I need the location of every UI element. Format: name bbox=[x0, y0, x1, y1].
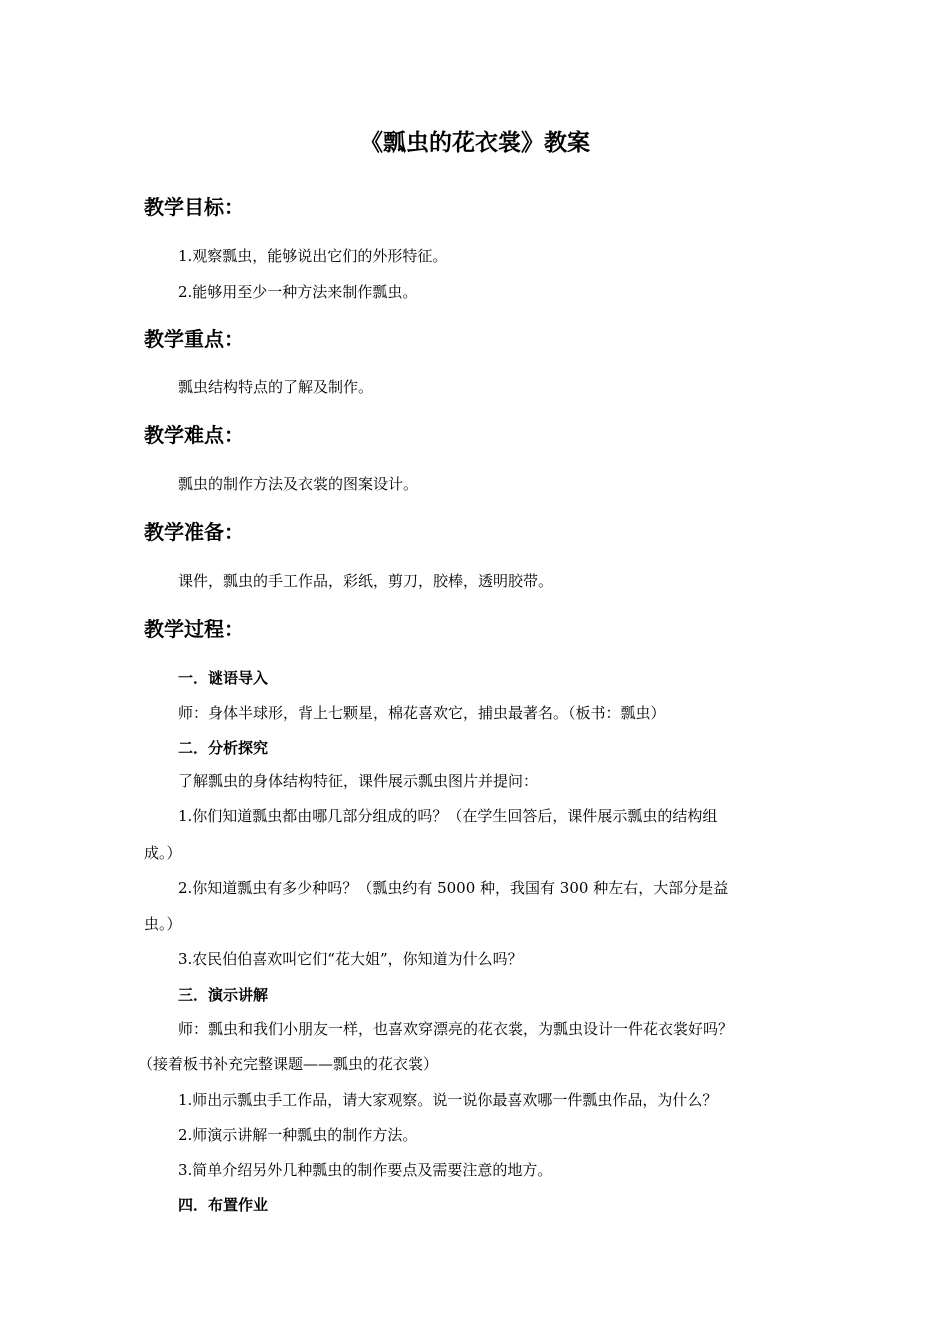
step2-intro: 了解瓢虫的身体结构特征，课件展示瓢虫图片并提问： bbox=[178, 772, 539, 790]
goal-item: 1.观察瓢虫，能够说出它们的外形特征。 bbox=[178, 247, 448, 265]
step2-question: 2.你知道瓢虫有多少种吗？（瓢虫约有 5000 种，我国有 300 种左右，大部分是益 bbox=[178, 879, 729, 897]
step-title: 三．演示讲解 bbox=[178, 986, 269, 1004]
step1-text: 师：身体半球形，背上七颗星，棉花喜欢它，捕虫最著名。（板书：瓢虫） bbox=[178, 704, 666, 722]
step3-text: 师：瓢虫和我们小朋友一样，也喜欢穿漂亮的花衣裳，为瓢虫设计一件花衣裳好吗？ bbox=[178, 1020, 734, 1038]
heading-preparation: 教学准备： bbox=[144, 520, 244, 544]
goal-item: 2.能够用至少一种方法来制作瓢虫。 bbox=[178, 283, 418, 301]
heading-key-points: 教学重点： bbox=[144, 327, 244, 351]
heading-goals: 教学目标： bbox=[144, 195, 244, 219]
step2-question-continued: 虫。） bbox=[144, 915, 182, 933]
difficulties-text: 瓢虫的制作方法及衣裳的图案设计。 bbox=[178, 475, 419, 493]
step3-item: 3.简单介绍另外几种瓢虫的制作要点及需要注意的地方。 bbox=[178, 1161, 553, 1179]
key-points-text: 瓢虫结构特点的了解及制作。 bbox=[178, 378, 374, 396]
step2-question-continued: 成。） bbox=[144, 844, 182, 862]
document-title: 《瓢虫的花衣裳》教案 bbox=[360, 130, 590, 156]
heading-difficulties: 教学难点： bbox=[144, 423, 244, 447]
step3-item: 2.师演示讲解一种瓢虫的制作方法。 bbox=[178, 1126, 418, 1144]
step-title: 二．分析探究 bbox=[178, 739, 269, 757]
step2-question: 3.农民伯伯喜欢叫它们“花大姐”，你知道为什么吗？ bbox=[178, 950, 523, 968]
step3-item: 1.师出示瓢虫手工作品，请大家观察。说一说你最喜欢哪一件瓢虫作品，为什么？ bbox=[178, 1091, 718, 1109]
step-title: 一．谜语导入 bbox=[178, 669, 269, 687]
step3-text-continued: （接着板书补充完整课题——瓢虫的花衣裳） bbox=[138, 1055, 439, 1073]
heading-process: 教学过程： bbox=[144, 617, 244, 641]
step2-question: 1.你们知道瓢虫都由哪几部分组成的吗？（在学生回答后，课件展示瓢虫的结构组 bbox=[178, 807, 718, 825]
preparation-text: 课件，瓢虫的手工作品，彩纸，剪刀，胶棒，透明胶带。 bbox=[178, 572, 554, 590]
step-title: 四．布置作业 bbox=[178, 1196, 269, 1214]
